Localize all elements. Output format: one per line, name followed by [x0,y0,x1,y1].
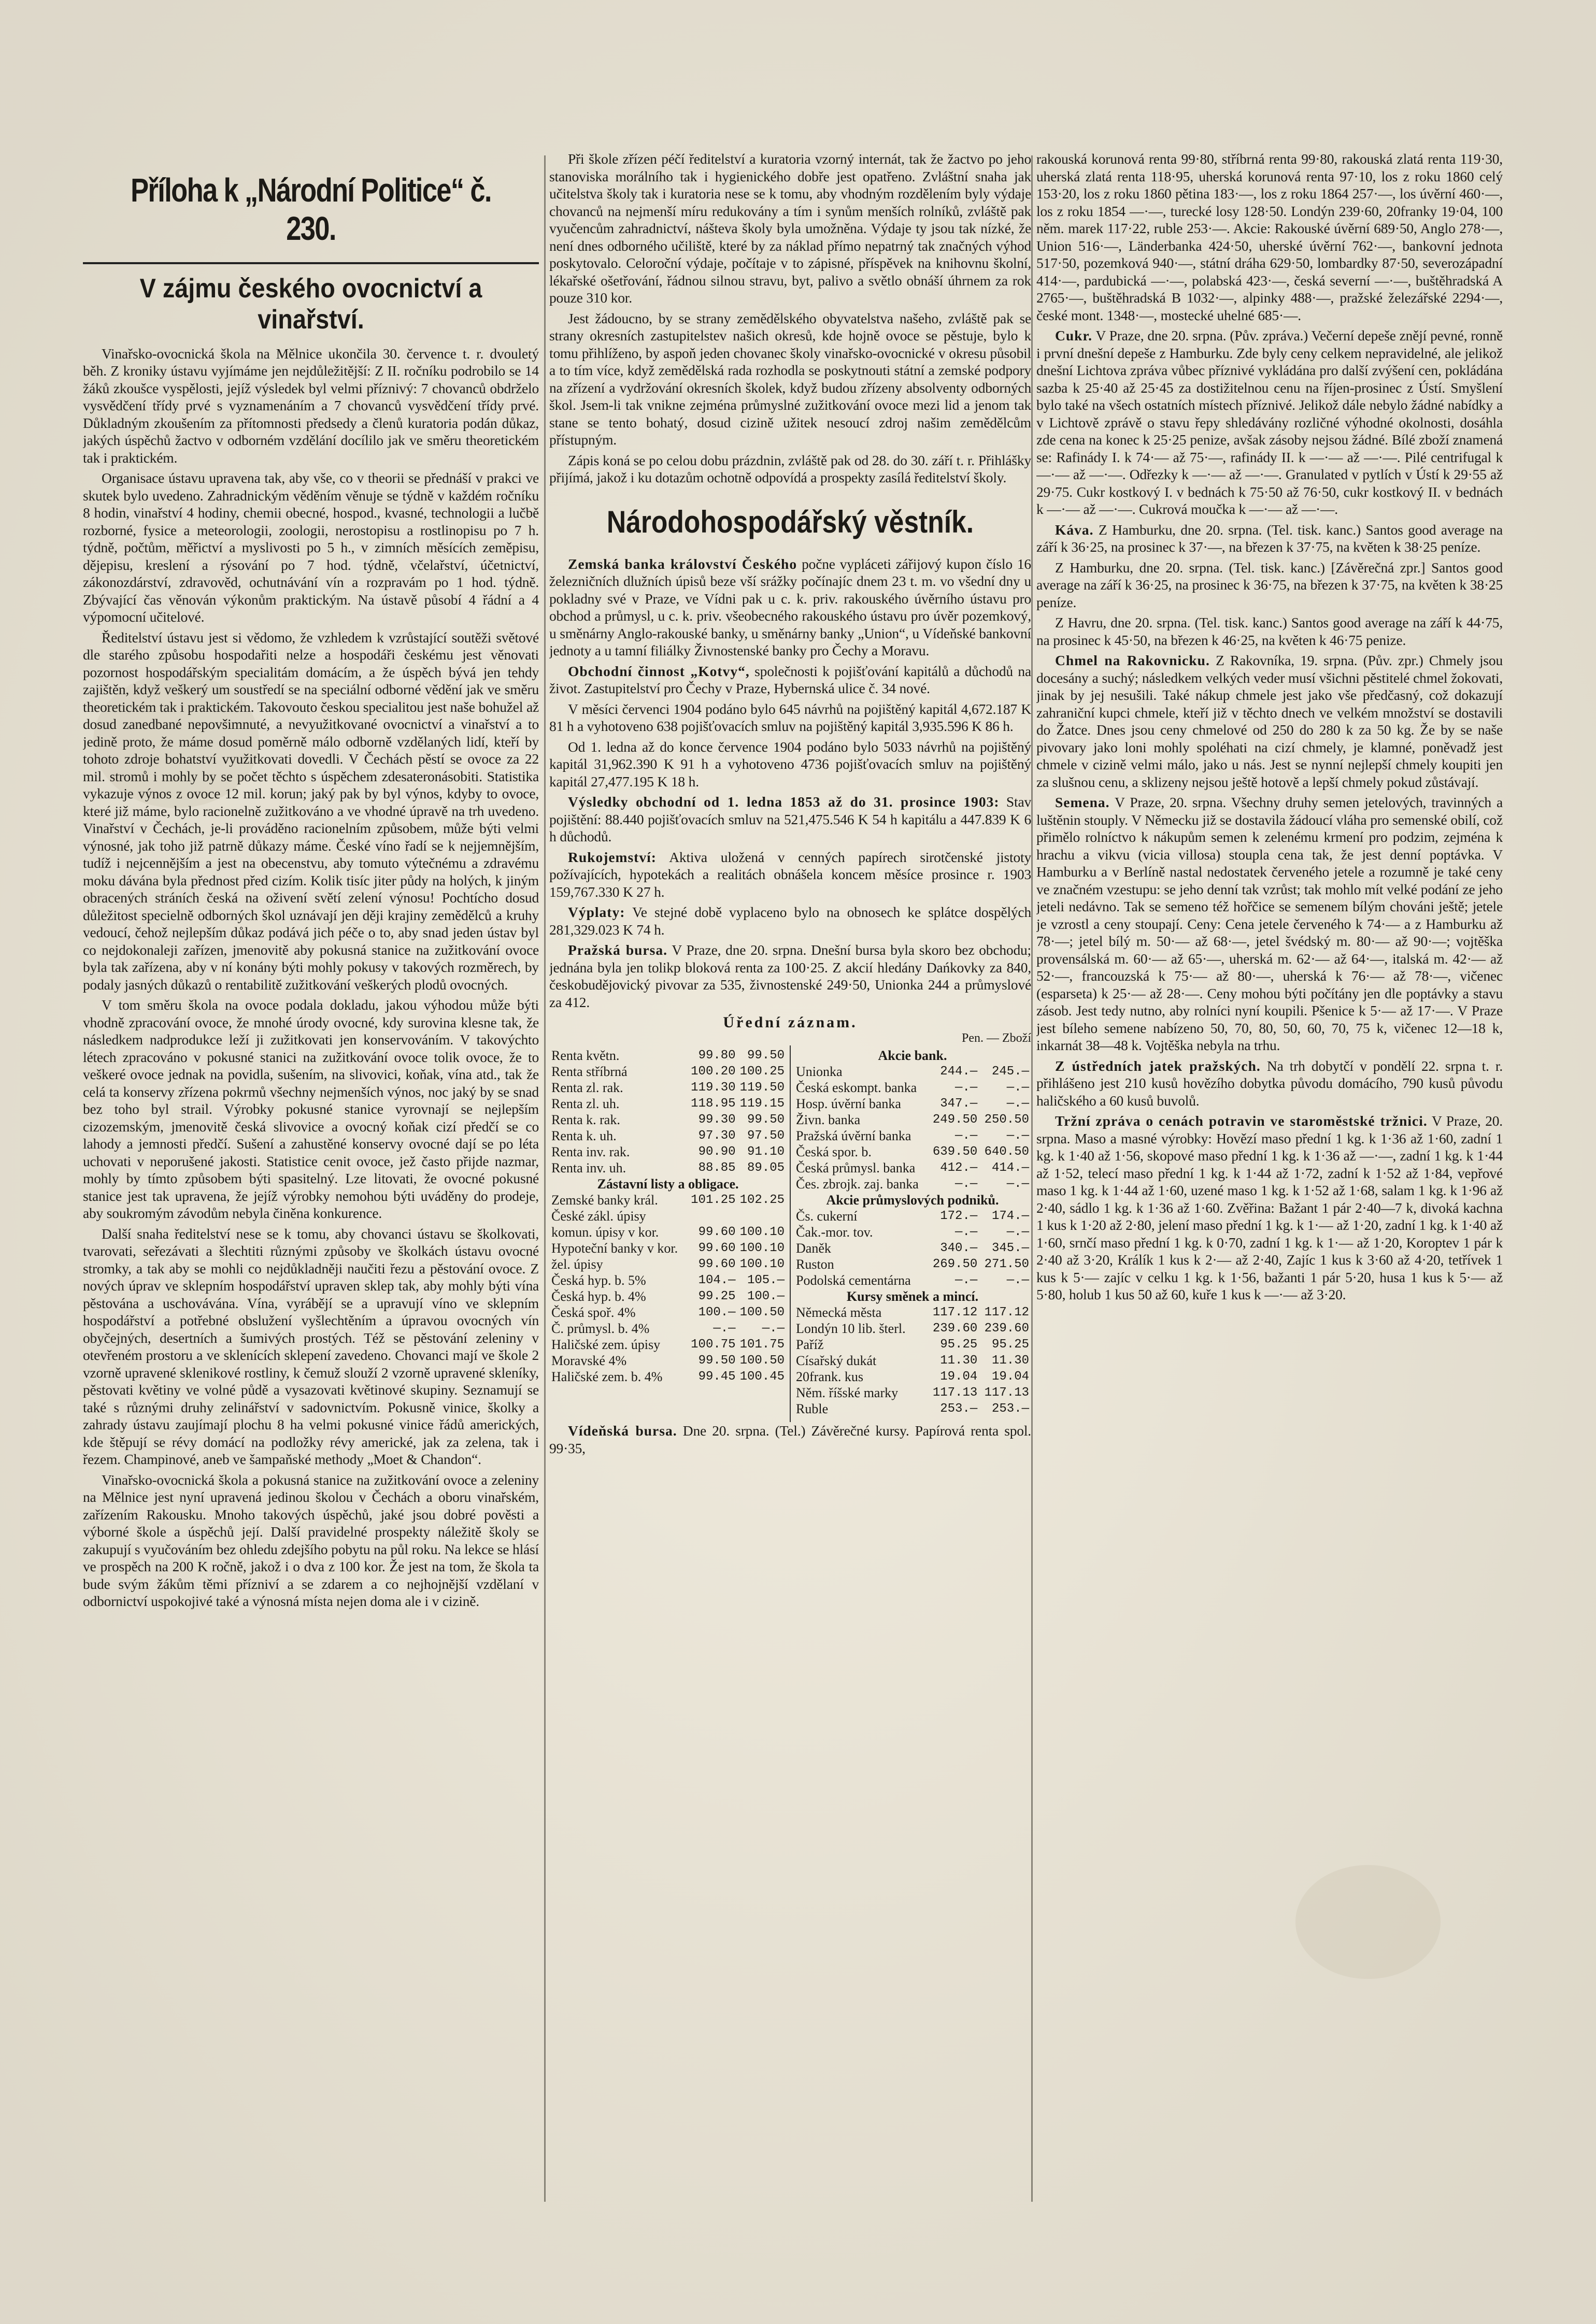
table-row [794,1288,1031,1304]
table-cell-name: Čak.-mor. tov. [796,1225,873,1240]
table-cell-money: 249.50 [932,1113,978,1127]
table-row [549,1304,787,1321]
news-text: Aktiva uložená v cenných papírech sirotčenské jistoty požívajících, hypotekách a realitách obnášela koncem měsíce prosince r. 1903 159,767.330 K 27 h. [549,849,1031,900]
table-row [794,1272,1031,1288]
news-text: Z Hamburku, dne 20. srpna. (Tel. tisk. kanc.) [Závěrečná zpr.] Santos good average na září k 36·25, na prosinec k 36·75, na březen k 37·75, na květen k 38·25 peníze. [1036,559,1503,610]
news-item [549,793,1031,845]
table-cell-money: 639.50 [932,1145,978,1159]
table-cell-goods: 99.50 [747,1049,785,1063]
news-item [1036,1057,1503,1110]
table-cell-name: Renta zl. rak. [551,1080,623,1095]
table-row [549,1369,787,1385]
table-cell-goods: 271.50 [984,1257,1029,1271]
table-cell-name: Haličské zem. b. 4% [551,1369,663,1384]
news-lead: Semena. [1055,794,1110,810]
table-heading: Úřední záznam. [723,1014,858,1031]
table-cell-goods: 253.— [991,1402,1029,1416]
table-row [794,1144,1031,1160]
table-row [549,1112,787,1128]
table-row [549,1176,787,1192]
bourse-table [549,1045,1031,1422]
table-cell-goods: —.— [1006,1177,1029,1191]
table-cell-money: 412.— [940,1161,978,1175]
column-3 [1036,150,1503,2274]
table-cell-name: Čes. zbrojk. zaj. banka [796,1177,919,1192]
table-cell-name: Něm. říšské marky [796,1385,899,1400]
table-cell-name: Daněk [796,1241,831,1256]
table-caption: Pen. — Zboží [962,1031,1031,1045]
table-row [549,1353,787,1369]
table-cell-goods: —.— [1006,1225,1029,1239]
news-item [1036,614,1503,649]
table-cell-goods: —.— [1006,1097,1029,1111]
table-row [549,1240,787,1256]
table-cell-name: Česká hyp. b. 5% [551,1273,646,1288]
table-cell-money: 269.50 [932,1257,978,1271]
table-cell-money: 95.25 [940,1338,978,1352]
table-cell-name: Živn. banka [796,1112,861,1127]
news-text: V Praze, dne 20. srpna. Dnešní bursa byla skoro bez obchodu; jednána byla jen tolikp bloková renta za 100·25. Z akcií hledány Dańkovky za 840, českobudějovický pivovar za 535, živnostenské 249·50, Unionka 244 a průmyslové za 412. [549,942,1031,1010]
table-cell-goods: —.— [1006,1129,1029,1143]
table-cell-name: 20frank. kus [796,1369,863,1384]
news-item [549,663,1031,697]
table-cell-name: Paříž [796,1337,824,1352]
news-lead: Chmel na Rakovnicku. [1055,652,1210,668]
table-cell-goods: 239.60 [984,1322,1029,1336]
news-text: V Praze, 20. srpna. Maso a masné výrobky: Hovězí maso přední 1 kg. k 1·36 až 1·60, zadní 1 kg. k 1·40 až 1·56, skopové maso přední 1 kg. k 1·36 až —·—, zadní 1 kg. k 1·44 až 1·52, telecí maso přední 1 kg. k 1·44 až 1·72, zadní k 1·52 až 1·84, vepřové maso 1 kg. k 1·44 až 1·60, uzené maso 1 kg. k 1·52 až 1·68, salam 1 kg. k 1·96 až 2·40, sádlo 1 kg. k 1·36 až 1·60. Zvěřina: Bažant 1 pár 2·40—7 k, divoká kachna 1 kus k 1·20 až 2·80, jelení maso přední 1 kg. k 1·— až 1·20, zadní 1 kg. k 1·40 až 1·60, srnčí maso přední 1 kg. k 0·70, zadní 1 kg. k 1·— až 1·20, Koroptev 1 pár k 2·40 až 3·20, Králík 1 kus k 2·— až 2·40, Zajíc 1 kus k 3·60 až 4·20, tetřívek 1 kus k 5·— zajíc v celku 1 kg. k 1·56, bažanti 1 pár 5·20, husa 1 kus k 5·— až 5·80, holub 1 kus 50 až 60, kuře 1 kus k —·— až 3·20. [1036,1113,1503,1302]
news-text: Ve stejné době vyplaceno bylo na obnosech ke splátce dospělých 281,329.023 K 74 h. [549,904,1031,938]
table-row [549,1256,787,1272]
table-cell-money: 117.13 [932,1386,978,1400]
table-cell-goods: 414.— [991,1161,1029,1175]
table-row [794,1401,1031,1417]
news-lead: Tržní zpráva o cenách potravin ve staroměstské tržnici. [1055,1113,1428,1129]
news-text: Stav pojištění: 88.440 pojišťovacích smluv na 521,475.546 K 54 h kapitálu a 447.839 K 6 h důchodů. [549,794,1031,844]
table-cell-money: 99.80 [698,1049,736,1063]
table-cell-name: Pražská úvěrní banka [796,1128,911,1143]
table-row [794,1096,1031,1112]
table-cell-name: Císařský dukát [796,1353,877,1368]
table-row [549,1048,787,1064]
news-item [549,700,1031,735]
column-1 [83,150,539,2274]
news-text: V měsíci červenci 1904 podáno bylo 645 návrhů na pojištěný kapitál 4,672.187 K 81 h a vyhotoveno 638 pojišťovacích smluv na pojištěný kapitál 3,935.596 K 86 h. [549,700,1031,734]
section-title-vestnik: Národohospodářský věstník. [606,504,974,539]
news-lead: Výsledky obchodní od 1. ledna 1853 až do 31. prosince 1903: [568,794,1000,810]
table-cell-goods: 100.50 [739,1354,785,1368]
header-rule [83,262,539,264]
table-cell-money: 100.75 [691,1338,736,1352]
table-cell-money: 88.85 [698,1161,736,1175]
news-text: Od 1. ledna až do konce července 1904 podáno bylo 5033 návrhů na pojištěný kapitál 31,962.390 K 91 h a vyhotoveno 4736 pojišťovacích smluv na pojištěný kapitál 27,477.195 K 18 h. [549,738,1031,790]
table-cell-name: Zemské banky král. České zákl. úpisy [551,1193,658,1224]
news-item [1036,652,1503,791]
news-item [1036,150,1503,324]
news-lead: Obchodní činnost „Kotvy“, [568,663,750,679]
table-cell-name: Renta inv. uh. [551,1160,626,1175]
table-cell-name: Česká hyp. b. 4% [551,1289,646,1304]
table-cell-money: 11.30 [940,1354,978,1368]
table-cell-goods: 100.45 [739,1370,785,1384]
table-cell-goods: 100.10 [739,1257,785,1271]
table-row [794,1369,1031,1385]
paragraph: Při škole zřízen péčí ředitelství a kuratoria vzorný internát, tak že žactvo po jeho stanoviska morálního tak i hygienického dobře jest opatřeno. Zvláštní snaha jak učitelstva školy tak i kuratoria nese se k tomu, aby vhodným rozdělením byly výdaje chovanců na nejmenší míru redukovány a tím i synům menších rolníků, zvláště pak vyučencům zahradnictví, nášteva školy byla umožněna. Výdaje ty jsou tak nízké, že není dnes odborného učiliště, které by za náklad přímo nepatrný tak značných výhod poskytovalo. Celoroční výdaje, počítaje v to zápisné, příspěvek na knihovnu školní, lékařské ošetřování, řádnou silnou stravu, byt, palivo a světlo obnáší úhrnem za rok pouze 310 kor. [549,151,1031,306]
table-row [549,1224,787,1240]
table-cell-money: —.— [955,1177,978,1191]
column-rule [1031,155,1033,2202]
table-cell-goods: —.— [1006,1081,1029,1095]
table-cell-money: 172.— [940,1209,978,1223]
table-cell-money: 90.90 [698,1145,736,1159]
table-cell-money: 99.60 [698,1257,736,1271]
table-cell-goods: 101.75 [739,1338,785,1352]
table-cell-goods: 100.— [747,1289,785,1303]
table-cell-name: Podolská cementárna [796,1273,911,1288]
news-item [1036,794,1503,1054]
table-cell-goods: 100.50 [739,1306,785,1319]
table-row [794,1224,1031,1240]
news-item [549,903,1031,938]
table-cell-name: Čs. cukerní [796,1209,858,1224]
table-cell-goods: 95.25 [991,1338,1029,1352]
news-item [1036,327,1503,518]
table-cell-name: Renta inv. rak. [551,1144,630,1159]
table-row [794,1385,1031,1401]
table-cell-goods: —.— [762,1322,785,1336]
table-cell-money: —.— [955,1273,978,1287]
table-cell-goods: —.— [1006,1273,1029,1287]
news-item [1036,559,1503,611]
news-item [549,1422,1031,1457]
table-right [794,1048,1031,1417]
table-row [794,1256,1031,1272]
column-rule [544,155,546,2202]
table-row [794,1353,1031,1369]
table-cell-name: Unionka [796,1064,843,1079]
news-text: Z Hamburku, dne 20. srpna. (Tel. tisk. kanc.) Santos good average na září k 36·25, na prosinec k 37·—, na březen k 37·75, na květen k 38·25 peníze. [1036,521,1503,555]
table-cell-goods: 89.05 [747,1161,785,1175]
table-cell-money: —.— [713,1322,736,1336]
table-cell-name: Renta stříbrná [551,1064,628,1079]
paragraph: Organisace ústavu upravena tak, aby vše, co v theorii se přednáší v prakci ve skutek bylo uvedeno. Zahradnickým věděním věnuje se týdně v každém ročníku 8 hodin, vinařství 4 hodiny, chemii obecné, hospod., kvasné, technologii a lučbě rozborné, fysice a meteorologii, zoologii, nerostopisu a rostlinopisu po 7 h. týdně, počtům, měřictví a myslivosti po 5 h., v zimních měsících zeměpisu, dějepisu, kreslení a rýsování po 7 hod. týdně, včelařství, účetnictví, zákonozdárství, zdravověd, ochutnávání vín a rozpravám po 1 hod. týdně. Zbývající čas věnován výkonům praktickým. Na ústavě působí 4 řádní a 4 výpomocní učitelové. [83,470,539,625]
table-row [794,1321,1031,1337]
table-cell-money: 118.95 [691,1097,736,1111]
table-row [794,1304,1031,1321]
news-item [549,941,1031,1011]
table-row [794,1080,1031,1096]
paragraph: Jest žádoucno, by se strany zemědělského obyvatelstva našeho, zvláště pak se strany okresních zastupitelstev našich okresů, kde hojně ovoce se pěstuje, bylo k tomu přihlíženo, by aspoň jeden chovanec školy vinařsko-ovocnické v okresu působil a to tím více, když zemědělská rada rozhodla se poskytnouti státní a zemské podpory na zřízení a vydržování okresních školek, když budou zřízeny absolventy odborných škol. Jsem-li tak vnikne zejména průmyslné zužitkování ovoce mezi lid a jenom tak stane se tento bohatý, dosud cizině užitek nesoucí zdroj našim zemědělcům přístupným. [549,310,1031,448]
table-cell-money: 347.— [940,1097,978,1111]
table-cell-name: Renta zl. uh. [551,1096,620,1111]
news-lead: Cukr. [1055,327,1093,343]
table-cell-money: 340.— [940,1241,978,1255]
table-row [794,1112,1031,1128]
table-row [549,1096,787,1112]
table-cell-goods: 11.30 [991,1354,1029,1368]
table-cell-money: 244.— [940,1065,978,1079]
table-cell-name: Česká eskompt. banka [796,1080,917,1095]
table-row [549,1288,787,1304]
table-cell-goods: 100.10 [739,1241,785,1255]
table-row [549,1064,787,1080]
table-cell-money: 104.— [698,1273,736,1287]
news-text: rakouská korunová renta 99·80, stříbrná renta 99·80, rakouská zlatá renta 119·30, uherská zlatá renta 118·95, uherská korunová renta 97·10, los z roku 1860 celý 153·20, los z roku 1860 pětina 183·—, los z roku 1864 257·—, los úvěrní 460·—, los z roku 1854 —·—, turecké losy 128·50. Londýn 239·60, 20franky 19·04, 100 něm. marek 117·22, ruble 253·—. Akcie: Rakouské úvěrní 689·50, Anglo 278·—, Union 516·—, Länderbanka 424·50, uherské úvěrní 762·—, bankovní jednota 517·50, pozemková 940·—, státní dráha 629·50, lombardky 87·50, severozápadní 414·—, pardubická —·—, polabská 423·—, česká severní —·—, buštěhradská A 2765·—, buštěhradská B 1032·—, alpinky 488·—, pražské železářské 2294·—, české mont. 1348·—, mostecké uhelné 685·—. [1036,151,1503,323]
table-cell-goods: 119.50 [739,1081,785,1095]
table-cell-goods: 245.— [991,1065,1029,1079]
news-lead: Pražská bursa. [568,942,667,958]
news-lead: Rukojemství: [568,849,657,865]
table-cell-money: 19.04 [940,1370,978,1384]
table-cell-money: 100.20 [691,1065,736,1079]
table-section-heading: Akcie průmyslových podniků. [826,1193,999,1208]
table-cell-name: Haličské zem. úpisy [551,1337,661,1352]
table-row [549,1128,787,1144]
table-row [794,1064,1031,1080]
table-cell-goods: 345.— [991,1241,1029,1255]
table-cell-money: 101.25 [691,1193,736,1207]
news-item [549,555,1031,659]
table-cell-goods: 174.— [991,1209,1029,1223]
table-row [794,1176,1031,1192]
bourse-table-right [791,1045,1031,1422]
table-cell-money: 119.30 [691,1081,736,1095]
supplement-header: Příloha k „Národní Politice“ č. 230. [131,171,491,247]
table-cell-name: komun. úpisy v kor. [551,1225,659,1240]
table-row [794,1128,1031,1144]
news-text: V Praze, dne 20. srpna. (Pův. zpráva.) Večerní depeše znějí pevné, ronně i první dnešní depeše z Hamburku. Zde byly ceny celkem nepravidelné, ale jelikož dnešní Lichtova zpráva vůbec příznivé vykládána pro další zvýšení cen, pokládána sazba k 25·40 až 25·45 za dostižitelnou cenu na říjen-prosinec z Ústí. Smyšlení bylo také na všech ostatních místech příznivé. Jelikož dále nebylo žádné nabídky a v Lichtově zprávě o stavu řepy shledávány rozličné výhodné okolnosti, dosáhla zde cena na konec k 25·25 penize, avšak zásoby nejsou žádné. Bílé zboží znamená se: Rafinády I. k 74·— až 75·—, rafinády II. k —·— až —·—. Pilé centrifugal k —·— až —·—. Odřezky k —·— až —·—. Granulated v pytlích v Ústí k 29·55 až 29·75. Cukr kostkový I. v bednách k 75·50 až 76·50, cukr kostkový II. v bednách k —·— až —·—. Cukrová moučka k —·— až —·—. [1036,327,1503,517]
table-cell-name: Hosp. úvěrní banka [796,1096,901,1111]
news-item [549,849,1031,901]
table-cell-name: Německá města [796,1305,882,1320]
table-cell-name: Renta k. uh. [551,1128,617,1143]
table-row [794,1208,1031,1224]
table-row [794,1160,1031,1176]
table-cell-name: Č. průmysl. b. 4% [551,1321,650,1336]
table-cell-name: Moravské 4% [551,1353,627,1368]
news-lead: Vídeňská bursa. [568,1423,677,1439]
table-cell-money: —.— [955,1225,978,1239]
table-cell-money: 253.— [940,1402,978,1416]
table-cell-money: 99.60 [698,1225,736,1239]
table-row [549,1321,787,1337]
table-cell-name: Renta k. rak. [551,1112,620,1127]
news-text: V Praze, 20. srpna. Všechny druhy semen jetelových, travinných a luštěnin stouply. V Německu již se dostavila žádoucí vláha pro semenské obilí, což přimělo rolníctvo k nákupům semen k zelenému krmení pro podzim, zejména k hrachu a vikvu (vicia villosa) stoupla cena tak, že jest denní poptávka. V Hamburku a v Berlíně nastal nedostatek červeného jetele a rozumně je také ceny ve značném vzestupu: se jeho denní tak vzrůst; tak mohlo mít velké podání ze jeho jeteli nedávno. Tak se semeno též hořčice se semenem bílým chováni ještě; jetele je vzrostl a ceny stoupají. Ceny: Cena jetele červeného k 74·— a z Hamburku až 78·—; jetel bílý m. 50·— až 68·—, jetel švédský m. 80·— až 90·—; vojtěška provensálská m. 60·— až 65·—, uherská m. 62·— až 64·—, italská m. 42·— až 52·—, francouzská k 75·— až 80·—, uherská k 76·— až 78·—, vičenec (esparseta) k 25·— až 28·—. Ceny mohou býti počítány jen dle poptávky a stavu zásob. Jest tedy nutno, aby rolníci nyní koupili. Pšenice k 5·— až 17·—. V Praze jest bíleho semene nabízeno 50, 70, 80, 50, 60, 70, 75 k, vičenec 12—18 k, inkarnát 38—48 k. Vojtěška nebyla na trhu. [1036,794,1503,1053]
table-cell-goods: 117.12 [984,1306,1029,1319]
table-cell-money: 99.30 [698,1113,736,1127]
table-cell-goods: 640.50 [984,1145,1029,1159]
news-lead: Výplaty: [568,904,625,920]
table-row [794,1337,1031,1353]
paragraph: Zápis koná se po celou dobu prázdnin, zvláště pak od 28. do 30. září t. r. Přihlášky přijímá, jakož i ku dotazům ochotně odpovídá a prospekty zasílá ředitelství školy. [549,452,1031,485]
table-section-heading: Kursy směnek a mincí. [846,1289,979,1304]
paragraph: Další snaha ředitelství nese se k tomu, aby chovanci ústavu se školkovati, tvarovati, seřezávati a šlechtiti různými způsoby ve školkách ústavu ovocné stromky, a tak aby se mohli co nejdůkladněji naučiti řezu a pěstování ovoce. Z nových úprav ve sklepním hospodářství upraven sklep tak, aby mohly býti vína pěstována a uschovávána. Vína, vyrábějí se a upravují víno ve sklepním hospodářství a potřebné obslužení vyšlechtěním a úpravou ovocných vín obyčejných, desertních a šumivých prostých. Též se pěstování zeleniny v otevřeném prostoru a ve sklenících sklepení zavedeno. Chovanci mají ve škole 2 vzorně upravené sklenikové rostliny, k čemuž slouží 2 vzorně upravené skleníky, pěstovati květiny ve volné půdě a vysazovati květinové skupiny. Seznamují se také s různými druhy zelinářství v sadovnictvím. Pokusně vinice, školky a zahrady ústavu zaujímají plochu 8 ha velmi pokusné vinice řádů amerických, kde štěpují se révy domácí na podložky révy americké, jak za zelena, tak i řezem. Champinové, aneb ve šampaňské methody „Moet & Chandon“. [83,1225,539,1468]
table-cell-money: 100.— [698,1306,736,1319]
table-cell-goods: 100.25 [739,1065,785,1079]
news-lead: Z ústředních jatek pražských. [1055,1057,1261,1074]
table-cell-name: Renta květn. [551,1048,620,1063]
paragraph: Vinařsko-ovocnická škola na Mělnice ukončila 30. července t. r. dvouletý běh. Z kroniky ústavu vyjímáme jen nejdůležitější: Z II. ročníku podrobilo se 14 žáků zkoušce vyspělosti, jejíž výsledek byl velmi příznivý: 7 chovanců obdrželo vysvědčení třídy prvé s vyznamenáním a 7 chovanců vysvědčení třídy prvé. Důkladným zkoušením za přítomnosti předsedy a členů kuratoria podán důkaz, jakých úspěchů žactvo v odborném vzdělání docílilo jak ve směru theoretickém tak i praktickém. [83,345,539,466]
table-cell-money: —.— [955,1081,978,1095]
paragraph: V tom směru škola na ovoce podala dokladu, jakou výhodou může býti vhodně zpracování ovoce, že mnohé úrody ovocné, kdy surovina klesne tak, že následkem nadprodukce leží ji zužitkovati jen konservováním. V takovýchto létech zpracováno v pokusné stanici na zužitkování ovoce tolik ovoce, že to veškeré ovoce jednak na povidla, sušením, na slivovici, koňak, vína atd., tak že celá ta konservy zřízena pokrmů všechny nejmenších výnos, noc jaký by se snad bez toho byl strail. Výrobky pokusné stanice vyrovnají se nejlepším cizozemským, jmenovitě česká slivovice a ovocný koňak cizí předčí se co lahody a jemnosti předčí. Sušení a zahustěné konservy ovocné dají se po léta uchovati v neporušené jakosti. Statistice cenit ovoce, jež často přijde nazmar, mohly by tímto způsobem býti spasitelný. Lze litovati, že ovocné pokusné stanice jest tak upravena, že jejíž výrobky nemohou býti uváděny do prodeje, aby soukromým závodům nebyla činěna konkurence. [83,997,539,1222]
table-cell-goods: 102.25 [739,1193,785,1207]
table-cell-money: 117.12 [932,1306,978,1319]
table-cell-name: Londýn 10 lib. šterl. [796,1321,906,1336]
table-cell-name: Ruston [796,1257,834,1272]
news-item [1036,521,1503,556]
news-lead: Káva. [1055,521,1094,538]
news-text: Z Rakovníka, 19. srpna. (Pův. zpr.) Chmely jsou docesány a suchý; následkem velkých veder musí všichni pěstitelé chmel žokovati, jinak by jej nesušili. Také nákup chmele jest jako vše předčasný, což dokazují zahraniční kupci chmele, kteří již v těchto dnech ve velkém množství se dostavili do Žatce. Dnes jsou ceny chmelové od 250 do 280 k za 50 kg. Že by se naše pivovary jako loni mohly spoléhati na cizí chmely, je klamné, poněvadž jest chmele v cizině velmi málo, jako u nás. Jest se nynní nejlepší chmely koupiti jen za slušnou cenu, a sklizeny nejsou ještě hotově a lepší chmely pokud zůstávají. [1036,652,1503,790]
news-text: Z Havru, dne 20. srpna. (Tel. tisk. kanc.) Santos good average na září k 44·75, na prosinec k 45·50, na březen k 46·25, na květen k 46·75 penize. [1036,614,1503,648]
table-row [794,1048,1031,1064]
table-cell-money: 99.50 [698,1354,736,1368]
table-cell-money: 99.25 [698,1289,736,1303]
table-row [549,1160,787,1176]
table-cell-goods: 119.15 [739,1097,785,1111]
table-cell-money: 99.60 [698,1241,736,1255]
news-text: Na trh dobytčí v pondělí 22. srpna t. r. přihlášeno jest 210 kusů hovězího dobytka původu domácího, 790 kusů původu haličského a 60 kusů buvolů. [1036,1057,1503,1109]
table-cell-name: žel. úpisy [551,1257,603,1272]
table-cell-goods: 19.04 [991,1370,1029,1384]
paragraph: Vinařsko-ovocnická škola a pokusná stanice na zužitkování ovoce a zeleniny na Mělnice jest nyní upravená jedinou školou v Čechách a oboru vinařském, zařízením Rakousku. Mnoho takových úspěchů, jaké jsou dobré pověsti a výborné škole a úspěchů její. Další pravidelné prospekty náležitě školy se zakupují s vyučováním bez ohledu zdejšího pobytu na půl roku. Na lekce se hlásí ve prospěch na 200 K ročně, jakož i o dva z 100 kor. Že jest na tom, že škola ta bude svým žákům těmi přízniví a se zdarem a co nejhojnější vzdělaní v odbornictví uspokojivé také a výnosná místa nejen doma ale i v cizině. [83,1471,539,1610]
news-item [549,738,1031,791]
table-row [794,1240,1031,1256]
column-2 [549,150,1031,2274]
table-cell-goods: 117.13 [984,1386,1029,1400]
table-cell-money: 99.45 [698,1370,736,1384]
news-text: Dne 20. srpna. (Tel.) Závěrečné kursy. Papírová renta spol. 99·35, [549,1423,1031,1456]
table-cell-goods: 100.10 [739,1225,785,1239]
table-row [549,1272,787,1288]
table-row [794,1192,1031,1208]
table-cell-name: Hypoteční banky v kor. [551,1241,678,1256]
table-cell-goods: 99.50 [747,1113,785,1127]
news-text: společnosti k pojišťování kapitálů a důchodů na život. Zastupitelství pro Čechy v Praze, Hybernská ulice č. 34 nové. [549,663,1031,696]
table-cell-goods: 250.50 [984,1113,1029,1127]
table-section-heading: Akcie bank. [878,1048,947,1063]
table-cell-goods: 91.10 [747,1145,785,1159]
table-cell-goods: 105.— [747,1273,785,1287]
table-section-heading: Zástavní listy a obligace. [597,1177,739,1192]
table-left [549,1048,787,1385]
table-row [549,1192,787,1224]
table-cell-name: Ruble [796,1401,829,1416]
news-lead: Zemská banka království Českého [568,555,797,572]
bourse-table-left [549,1045,791,1422]
table-cell-name: Česká spoř. 4% [551,1305,636,1320]
news-text: počne vypláceti zářijový kupon číslo 16 železničních dlužních úpisů beze vší srážky počínajíc dnem 23 t. m. vo všední dny u pokladny své v Praze, ve Vídni pak u c. k. priv. rakouského úvěrního ústavu pro obchod a průmysl, u c. k. priv. všeobecného rakouského ústavu pro úvěr pozemkový, u směnárny Anglo-rakouské banky, u směnárny banky „Union“, u Vídeňské bankovní jednoty a u tamní filiálky Živnostenské banky pro Čechy a Moravu. [549,555,1031,658]
table-cell-money: 97.30 [698,1129,736,1143]
article-title-ovocnictvi: V zájmu českého ovocnictví a vinařství. [139,274,482,335]
paragraph: Ředitelství ústavu jest si vědomo, že vzhledem k vzrůstající soutěži světové dle starého způsobu hospodařiti nelze a hospodáři českému jest věnovati pozornost hospodářským specialitám domácím, a že úspěch bývá jen tehdy zajištěn, když veškerý um soustředí se na speciální odborné vědění jak ve směru theoretickém tak i praktickém. Takovouto českou specialitou jest naše bohužel až dosud zanedbané nepovšimnuté, a nevyužitkované ovocnictví a vinařství a to jedině proto, že máme dosud poměrně málo odborně vzdělaných lidí, kteří by tohoto zdroje bohatství využitkovati dovedli. V Čechách pěstí se ovoce za 22 mil. stromů i mohly by se počet těchto s úspěchem zdesateronásobiti. Statistika vykazuje výnos z ovoce 12 mil. korun; jaký pak by byl výnos, kdyby to ovoce, které již máme, bylo racionelně zužitkováno a ve vhodné úpravě na trh uvedeno. Vinařství v Čechách, je-li prováděno racionelním způsobem, může býti velmi výnosné, jak toho již patrně důkazy máme. České víno řadí se k nejjemnějším, tudíž i nejcennějším a jest na obecenstvu, aby tomuto výtečnému a zdravému moku dávána byla přednost před cizím. Kolik tisíc jiter půdy na holých, k jiným obracených stráních česká na oživení světí zelení výnosu! Pochtícho dosud důležitost specielně odborných škol uznávají jen ději krajiny zemědělců a kruhy vedoucí, čehož nejlepším důkaz podává jich péče o to, aby snad jeden ústav byl co nejdokonaleji zařízen, jmenovitě aby pokusná stanice na zužitkování ovoce byla tak zařízena, aby v ní konány býti mohly pokusy v takových rozměrech, by podaly jasných důkazů o rentabilitě zužitkování veškerých plodů ovocných. [83,629,539,993]
table-cell-name: Česká průmysl. banka [796,1160,916,1175]
table-row [549,1144,787,1160]
table-cell-goods: 97.50 [747,1129,785,1143]
table-cell-money: —.— [955,1129,978,1143]
news-item [1036,1112,1503,1303]
table-cell-money: 239.60 [932,1322,978,1336]
table-row [549,1080,787,1096]
table-cell-name: Česká spor. b. [796,1144,872,1159]
table-row [549,1337,787,1353]
